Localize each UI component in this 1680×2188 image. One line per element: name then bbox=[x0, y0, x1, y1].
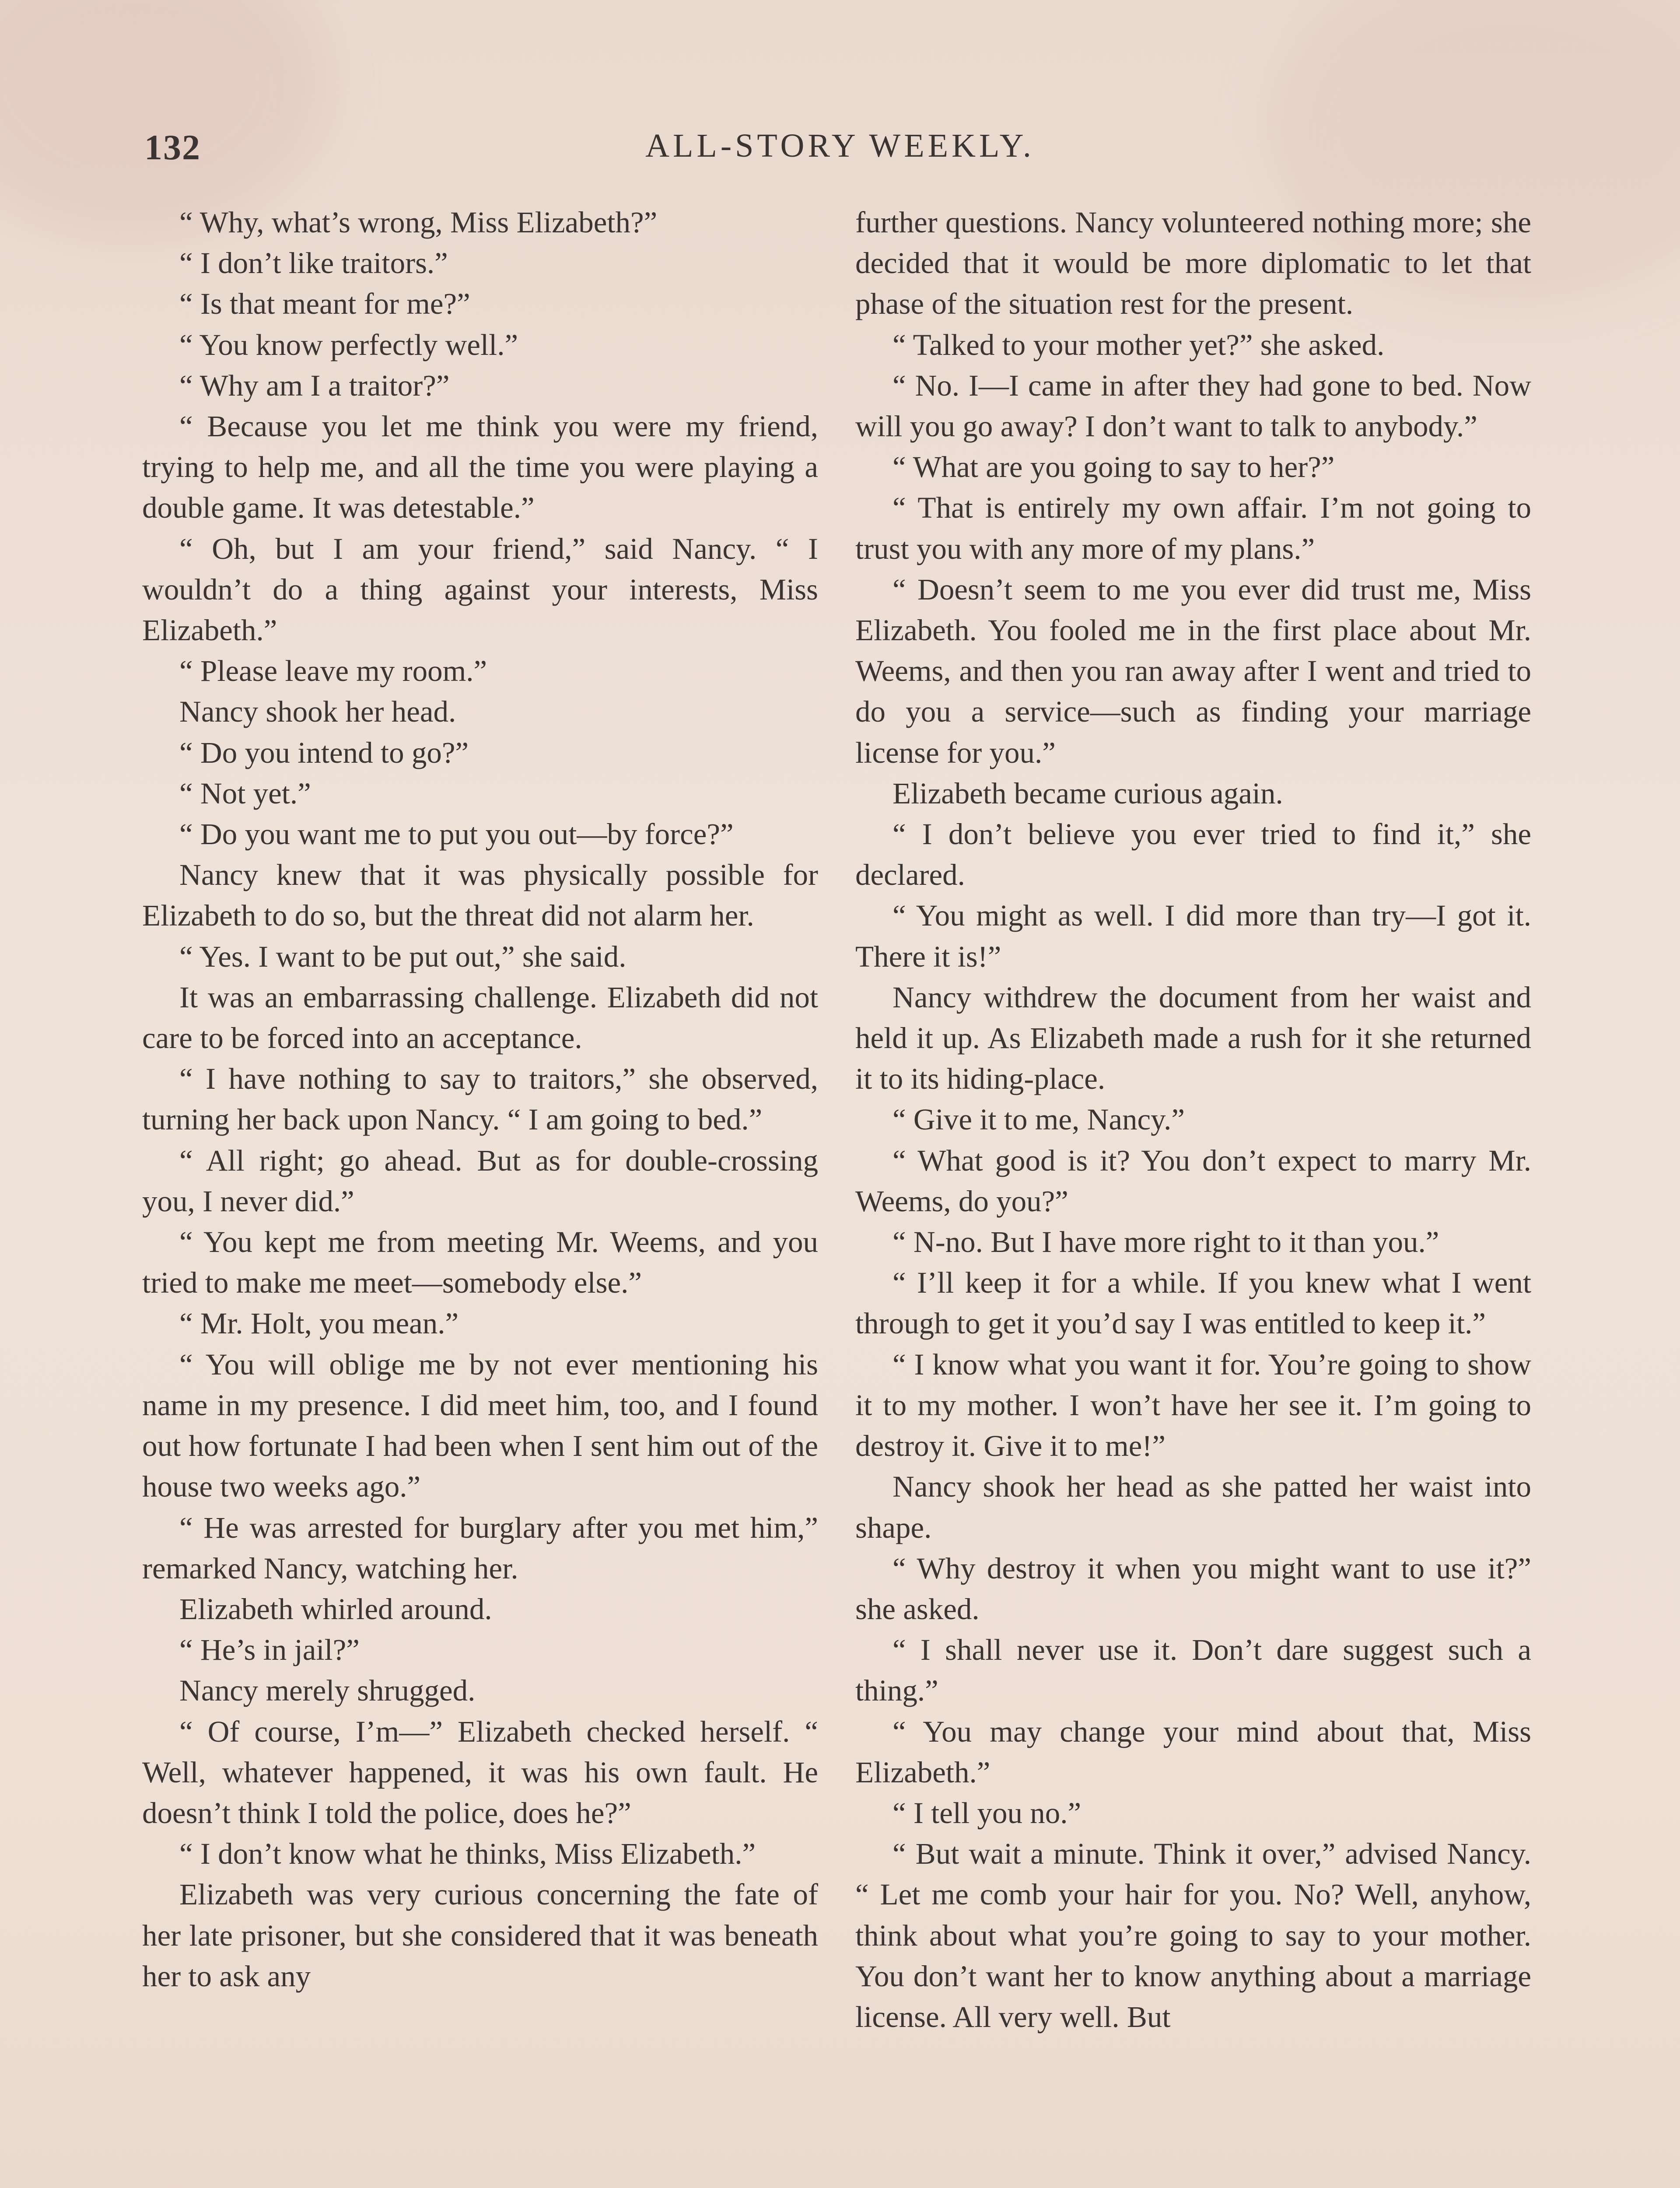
paragraph: “ Why destroy it when you might want to use it?” she asked. bbox=[855, 1551, 1531, 1626]
paragraph: “ You might as well. I did more than try—I got it. There it is!” bbox=[855, 899, 1531, 973]
paragraph: “ You may change your mind about that, Miss Elizabeth.” bbox=[855, 1715, 1531, 1789]
paragraph: “ I know what you want it for. You’re going to show it to my mother. I won’t have her see it. I’m going to destroy it. Give it to me!” bbox=[855, 1347, 1531, 1463]
paragraph: “ What good is it? You don’t expect to marry Mr. Weems, do you?” bbox=[855, 1143, 1531, 1218]
paragraph: “ You will oblige me by not ever mentioning his name in my presence. I did meet him, too, and I found out how fortunate I had been when I sent him out of the house two weeks ago.” bbox=[142, 1347, 818, 1504]
paragraph: Elizabeth became curious again. bbox=[892, 776, 1283, 810]
paragraph: “ He was arrested for burglary after you met him,” remarked Nancy, watching her. bbox=[142, 1511, 818, 1585]
paragraph: “ I have nothing to say to traitors,” she observed, turning her back upon Nancy. “ I am going to bed.” bbox=[142, 1062, 818, 1136]
paragraph: “ I tell you no.” bbox=[892, 1796, 1082, 1830]
paragraph: It was an embarrassing challenge. Elizabeth did not care to be forced into an acceptance. bbox=[142, 980, 818, 1055]
paragraph: “ You know perfectly well.” bbox=[179, 328, 518, 361]
paragraph: “ But wait a minute. Think it over,” advised Nancy. “ Let me comb your hair for you. No? Well, anyhow, think about what you’re going to say to your mother. You don’t want her to know anything about a marriage license. All very well. But bbox=[855, 1837, 1531, 2034]
paragraph: “ Is that meant for me?” bbox=[179, 287, 470, 321]
paragraph: “ Doesn’t seem to me you ever did trust me, Miss Elizabeth. You fooled me in the first place about Mr. Weems, and then you ran away after I went and tried to do you a service—such as finding your marriage license for you.” bbox=[855, 572, 1531, 769]
paragraph: “ Do you intend to go?” bbox=[179, 736, 469, 769]
paragraph: “ Give it to me, Nancy.” bbox=[892, 1103, 1185, 1136]
left-column bbox=[142, 202, 818, 1997]
paragraph: “ I don’t like traitors.” bbox=[179, 246, 448, 280]
paragraph: “ I shall never use it. Don’t dare suggest such a thing.” bbox=[855, 1633, 1531, 1708]
paragraph: “ Oh, but I am your friend,” said Nancy. “ I wouldn’t do a thing against your interests, Miss Elizabeth.” bbox=[142, 532, 818, 647]
paragraph: Elizabeth was very curious concerning the fate of her late prisoner, but she considered that it was beneath her to ask any bbox=[142, 1878, 818, 1993]
paragraph: “ That is entirely my own affair. I’m not going to trust you with any more of my plans.” bbox=[855, 491, 1531, 565]
paragraph: “ Of course, I’m—” Elizabeth checked herself. “ Well, whatever happened, it was his own fault. He doesn’t think I told the police, does he?” bbox=[142, 1715, 818, 1830]
paragraph: “ You kept me from meeting Mr. Weems, and you tried to make me meet—somebody else.” bbox=[142, 1225, 818, 1300]
paragraph: “ Mr. Holt, you mean.” bbox=[179, 1307, 459, 1340]
paragraph: “ Not yet.” bbox=[179, 776, 311, 810]
paragraph: Nancy merely shrugged. bbox=[179, 1674, 476, 1708]
right-column bbox=[855, 202, 1531, 2037]
page-header bbox=[144, 127, 1536, 179]
paragraph: “ Why am I a traitor?” bbox=[179, 368, 450, 402]
paragraph: Nancy withdrew the document from her waist and held it up. As Elizabeth made a rush for it she returned it to its hiding-place. bbox=[855, 980, 1531, 1096]
paragraph: Nancy shook her head. bbox=[179, 695, 456, 729]
paragraph: “ I don’t know what he thinks, Miss Elizabeth.” bbox=[179, 1837, 756, 1871]
paragraph: “ Yes. I want to be put out,” she said. bbox=[179, 940, 626, 973]
paragraph: “ I don’t believe you ever tried to find it,” she declared. bbox=[855, 817, 1531, 892]
paragraph: “ Why, what’s wrong, Miss Elizabeth?” bbox=[179, 206, 658, 239]
paragraph: “ I’ll keep it for a while. If you knew what I went through to get it you’d say I was entitled to keep it.” bbox=[855, 1266, 1531, 1340]
paragraph: Nancy shook her head as she patted her waist into shape. bbox=[855, 1470, 1531, 1544]
paragraph: Nancy knew that it was physically possible for Elizabeth to do so, but the threat did not alarm her. bbox=[142, 858, 818, 933]
right-paragraphs bbox=[855, 325, 1531, 2038]
paragraph: “ No. I—I came in after they had gone to bed. Now will you go away? I don’t want to talk to anybody.” bbox=[855, 368, 1531, 443]
paragraph: “ Because you let me think you were my friend, trying to help me, and all the time you were playing a double game. It was detestable.” bbox=[142, 410, 818, 525]
paragraph: “ All right; go ahead. But as for double-crossing you, I never did.” bbox=[142, 1143, 818, 1218]
paragraph: Elizabeth whirled around. bbox=[179, 1592, 492, 1626]
paragraph: “ N-no. But I have more right to it than you.” bbox=[892, 1225, 1439, 1259]
paragraph: “ Please leave my room.” bbox=[179, 654, 487, 688]
running-head: ALL-STORY WEEKLY. bbox=[645, 127, 1035, 164]
paragraph: “ Talked to your mother yet?” she asked. bbox=[892, 328, 1385, 361]
page-number: 132 bbox=[144, 127, 201, 167]
paragraph: “ Do you want me to put you out—by force?” bbox=[179, 817, 734, 851]
paragraph-continuation: further questions. Nancy volunteered nothing more; she decided that it would be more diplomatic to let that phase of the situation rest for the present. bbox=[855, 206, 1531, 321]
paragraph: “ He’s in jail?” bbox=[179, 1633, 360, 1667]
paragraph: “ What are you going to say to her?” bbox=[892, 450, 1335, 484]
